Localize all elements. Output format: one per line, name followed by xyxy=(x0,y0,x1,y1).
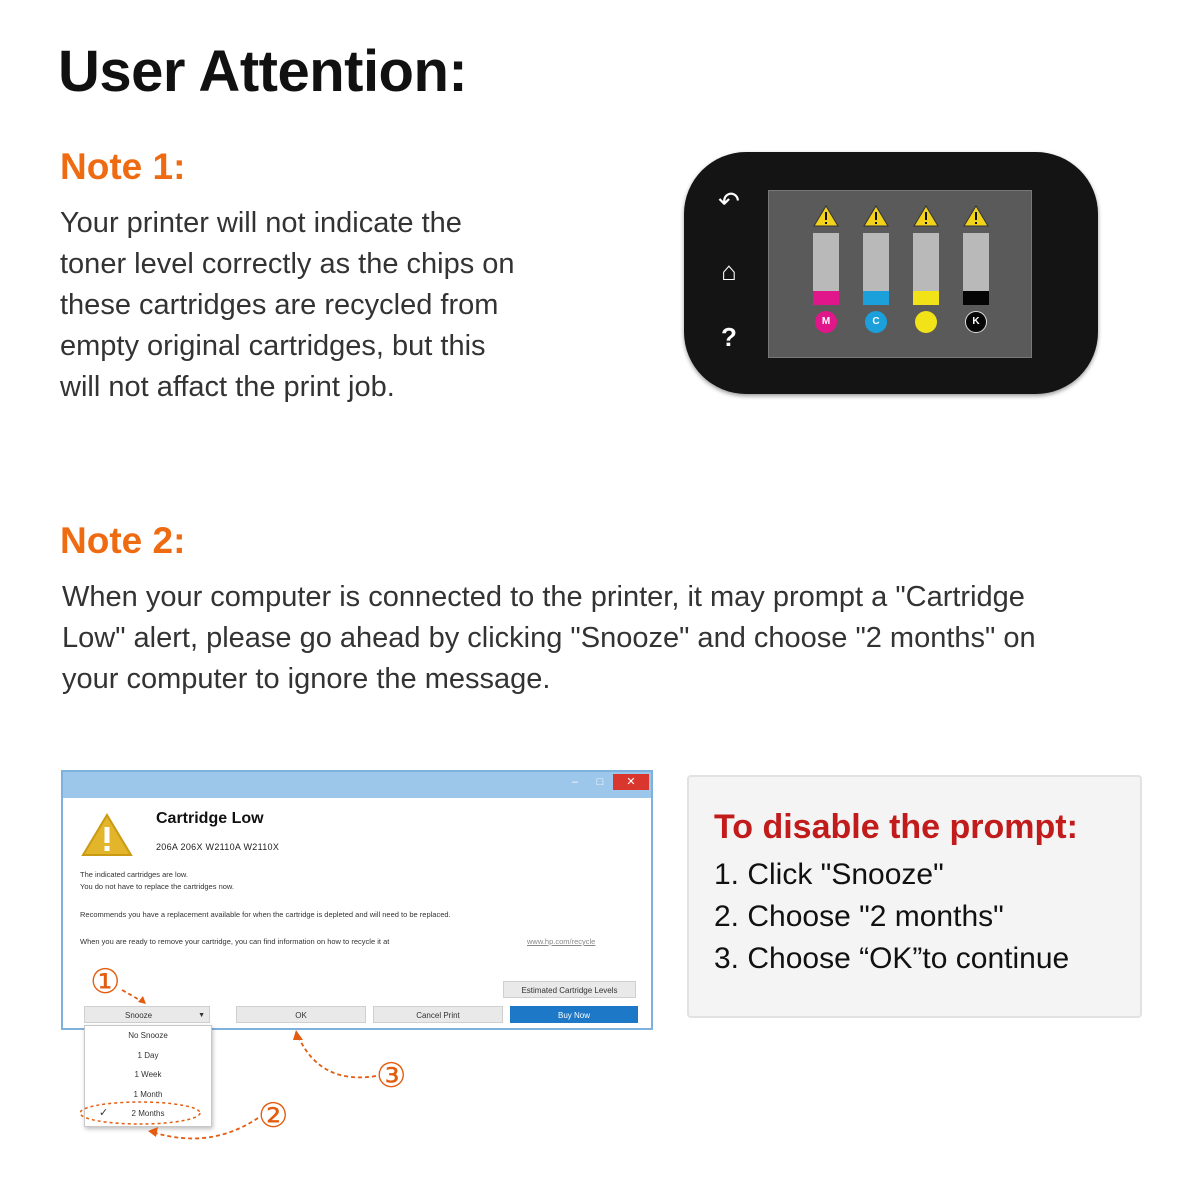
estimated-levels-button[interactable]: Estimated Cartridge Levels xyxy=(503,981,636,998)
dialog-models: 206A 206X W2110A W2110X xyxy=(156,842,280,852)
page-title: User Attention: xyxy=(58,39,468,104)
toner-color-strip xyxy=(963,291,989,305)
cartridge-magenta xyxy=(813,205,839,327)
cancel-print-button[interactable]: Cancel Print xyxy=(373,1006,503,1023)
warning-icon xyxy=(863,205,889,227)
note1-line: empty original cartridges, but this xyxy=(60,330,486,362)
toner-level-bar xyxy=(813,233,839,291)
snooze-select-value: Snooze xyxy=(125,1011,153,1020)
dialog-title: Cartridge Low xyxy=(156,810,264,827)
dialog-titlebar xyxy=(63,772,651,798)
warning-icon xyxy=(813,205,839,227)
snooze-option[interactable]: 1 Day xyxy=(137,1050,159,1060)
cartridge-label: C xyxy=(865,311,887,333)
toner-level-bar xyxy=(963,233,989,291)
checkmark-icon: ✓ xyxy=(99,1107,109,1119)
instruction-step: 2. Choose "2 months" xyxy=(714,900,1004,933)
note2-heading: Note 2: xyxy=(60,520,186,561)
dialog-text: The indicated cartridges are low. xyxy=(80,870,188,879)
highlight-ellipse xyxy=(80,1102,200,1124)
ok-button[interactable]: OK xyxy=(236,1006,366,1023)
toner-color-strip xyxy=(913,291,939,305)
note2-body xyxy=(62,577,1152,700)
help-icon[interactable]: ? xyxy=(721,322,737,352)
dialog-text: Recommends you have a replacement available for when the cartridge is depleted and will need to be replaced. xyxy=(80,910,451,919)
warning-icon xyxy=(963,205,989,227)
arrow-path-2 xyxy=(152,1118,258,1138)
dialog-text: When you are ready to remove your cartridge, you can find information on how to recycle it at xyxy=(80,937,390,946)
toner-color-strip xyxy=(813,291,839,305)
chevron-down-icon: ▼ xyxy=(198,1012,205,1019)
note2-line: When your computer is connected to the printer, it may prompt a "Cartridge xyxy=(62,581,1025,613)
close-icon[interactable]: ✕ xyxy=(613,774,649,790)
warning-icon xyxy=(913,205,939,227)
cartridge-label: K xyxy=(965,311,987,333)
home-icon[interactable]: ⌂ xyxy=(721,256,737,286)
snooze-option[interactable]: No Snooze xyxy=(128,1031,168,1040)
printer-screen xyxy=(768,190,1032,358)
cartridge-label xyxy=(915,311,937,333)
maximize-icon[interactable]: □ xyxy=(596,776,604,788)
cartridge-cyan xyxy=(863,205,889,327)
snooze-option[interactable]: 1 Week xyxy=(134,1070,162,1079)
back-icon[interactable]: ↶ xyxy=(718,186,740,216)
note2-line: Low" alert, please go ahead by clicking "Snooze" and choose "2 months" on xyxy=(62,622,1036,654)
arrowhead-3 xyxy=(293,1030,303,1040)
note1-line: these cartridges are recycled from xyxy=(60,289,499,321)
note1-body xyxy=(60,203,600,408)
instruction-step: 3. Choose “OK”to continue xyxy=(714,942,1070,975)
snooze-option[interactable]: 1 Month xyxy=(133,1089,163,1099)
buy-now-button[interactable]: Buy Now xyxy=(510,1006,638,1023)
arrowhead-1 xyxy=(138,996,146,1004)
step-marker-1: ① xyxy=(90,963,121,1001)
note1-line: Your printer will not indicate the xyxy=(60,207,462,239)
step-marker-3: ③ xyxy=(376,1057,407,1095)
toner-level-bar xyxy=(863,233,889,291)
recycle-link[interactable]: www.hp.com/recycle xyxy=(527,937,596,946)
arrow-path-3 xyxy=(298,1036,376,1077)
cartridge-label: M xyxy=(815,311,837,333)
toner-color-strip xyxy=(863,291,889,305)
minimize-icon[interactable]: – xyxy=(571,776,579,788)
note1-line: toner level correctly as the chips on xyxy=(60,248,515,280)
toner-level-bar xyxy=(913,233,939,291)
cartridge-yellow xyxy=(913,205,939,232)
instruction-step: 1. Click "Snooze" xyxy=(714,858,944,891)
step-marker-2: ② xyxy=(258,1097,289,1135)
note2-line: your computer to ignore the message. xyxy=(62,663,551,695)
note1-heading: Note 1: xyxy=(60,146,186,187)
cartridge-black xyxy=(963,205,989,327)
snooze-option-label: 2 Months xyxy=(131,1109,165,1118)
warning-icon xyxy=(81,812,133,858)
arrowhead-2 xyxy=(148,1127,158,1137)
dialog-text: You do not have to replace the cartridges now. xyxy=(80,882,234,891)
instructions-heading: To disable the prompt: xyxy=(714,808,1078,846)
note1-line: will not affact the print job. xyxy=(60,371,395,403)
